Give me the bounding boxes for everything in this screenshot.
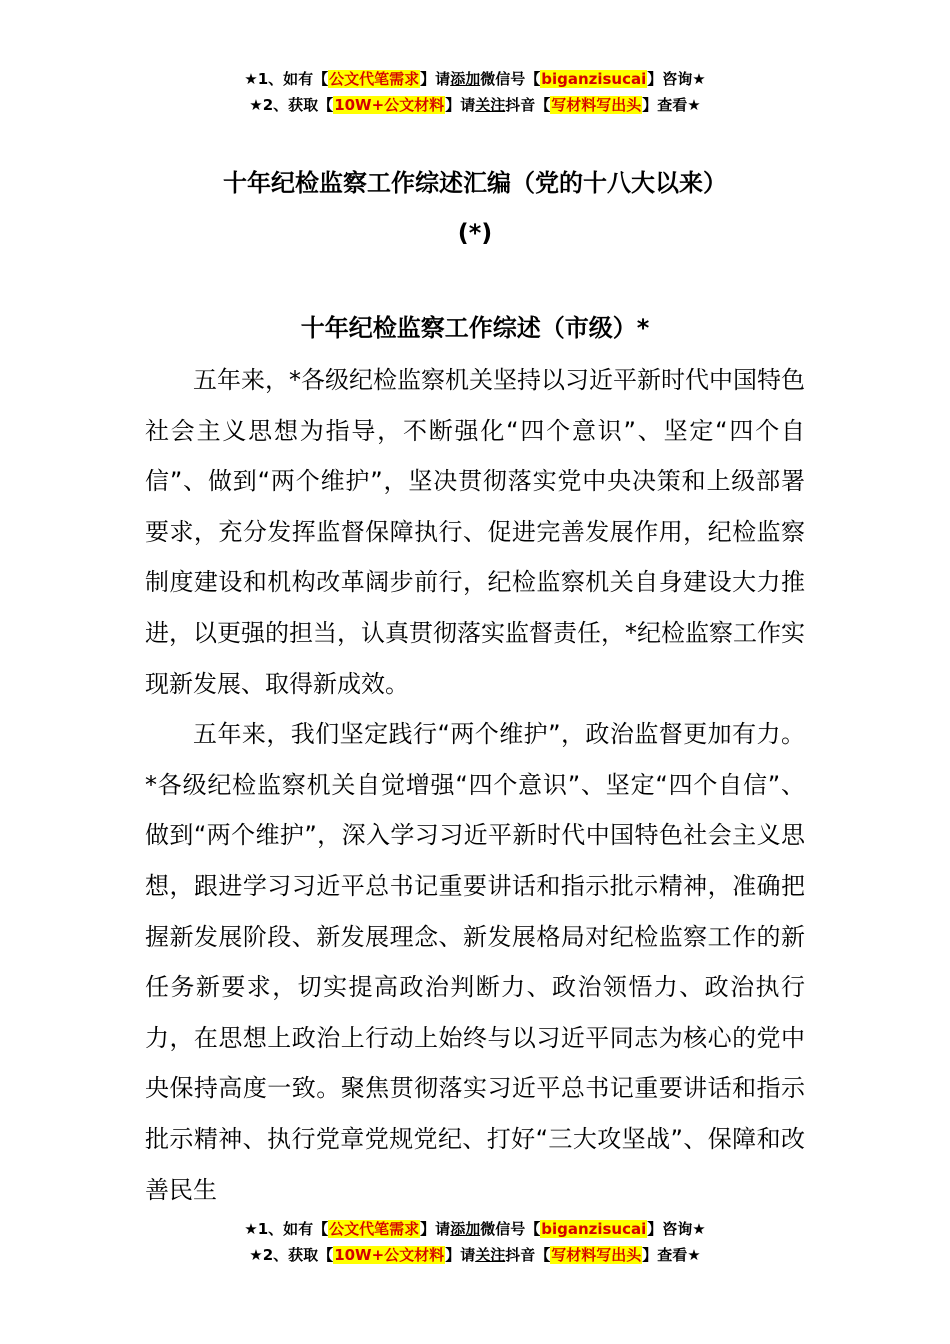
banner-highlight: 写材料写出头 [551,1246,642,1264]
paragraph: 五年来，我们坚定践行“两个维护”，政治监督更加有力。*各级纪检监察机关自觉增强“四个意识”、坚定“四个自信”、做到“两个维护”，深入学习习近平新时代中国特色社会主义思想，跟进学习习近平总书记重要讲话和指示批示精神，准确把握新发展阶段、新发展理念、新发展格局对纪检监察工作的新任务新要求，切实提高政治判断力、政治领悟力、政治执行力，在思想上政治上行动上始终与以习近平同志为核心的党中央保持高度一致。聚焦贯彻落实习近平总书记重要讲话和指示批示精神、执行党章党规党纪、打好“三大攻坚战”、保障和改善民生 [145,720,805,1204]
footer-banner [0,1216,950,1268]
banner-highlight: 10W+公文材料 [334,96,445,114]
banner-highlight: biganzisucai [541,70,647,88]
document-title: 十年纪检监察工作综述汇编（党的十八大以来） [223,169,727,197]
banner-highlight: biganzisucai [541,1220,647,1238]
section-title: 十年纪检监察工作综述（市级）* [300,314,650,342]
banner-line-2: ★2、获取【10W+公文材料】请关注抖音【写材料写出头】查看★ [249,96,701,114]
paragraph: 五年来，*各级纪检监察机关坚持以习近平新时代中国特色社会主义思想为指导，不断强化“四个意识”、坚定“四个自信”、做到“两个维护”，坚决贯彻落实党中央决策和上级部署要求，充分发挥监督保障执行、促进完善发展作用，纪检监察制度建设和机构改革阔步前行，纪检监察机关自身建设大力推进，以更强的担当，认真贯彻落实监督责任，*纪检监察工作实现新发展、取得新成效。 [145,366,805,698]
document-title-suffix: (*) [457,219,493,247]
header-banner [0,66,950,118]
banner-highlight: 写材料写出头 [551,96,642,114]
banner-line-2: ★2、获取【10W+公文材料】请关注抖音【写材料写出头】查看★ [249,1246,701,1264]
banner-highlight: 10W+公文材料 [334,1246,445,1264]
banner-line-1: ★1、如有【公文代笔需求】请添加微信号【biganzisucai】咨询★ [244,70,706,88]
banner-highlight: 公文代笔需求 [329,1220,420,1238]
banner-line-1: ★1、如有【公文代笔需求】请添加微信号【biganzisucai】咨询★ [244,1220,706,1238]
banner-highlight: 公文代笔需求 [329,70,420,88]
document-body [145,355,805,1215]
